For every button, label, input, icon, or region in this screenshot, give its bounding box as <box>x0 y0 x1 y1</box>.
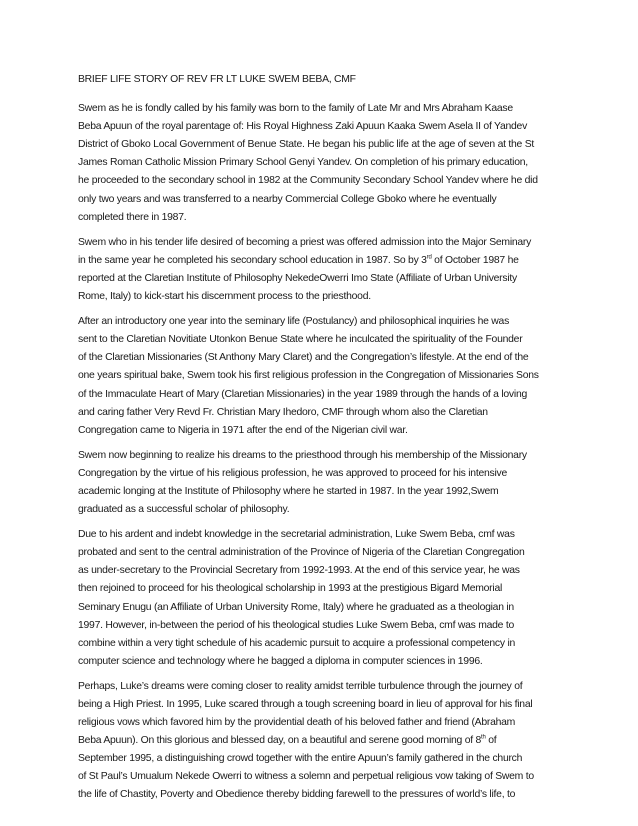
text-segment: of October 1987 he <box>431 254 519 266</box>
text-line-with-superscript <box>78 252 562 270</box>
text-line: reported at the Claretian Institute of Philosophy NekedeOwerri Imo State (Affiliate of Urban University <box>78 272 517 284</box>
text-line: then rejoined to proceed for his theological scholarship in 1993 at the prestigious Bigard Memorial <box>78 583 503 595</box>
text-segment: Beba Apuun). On this glorious and blessed day, on a beautiful and serene good morning of 8 <box>78 735 482 747</box>
text-line: Congregation came to Nigeria in 1971 after the end of the Nigerian civil war. <box>78 424 408 436</box>
text-line: of the Claretian Missionaries (St Anthony Mary Claret) and the Congregation’s lifestyle. At the end of the <box>78 352 529 364</box>
text-line: religious vows which favored him by the providential death of his beloved father and friend (Abraham <box>78 717 516 729</box>
text-line: After an introductory one year into the seminary life (Postulancy) and philosophical inquiries he was <box>78 316 510 328</box>
text-line: District of Gboko Local Government of Benue State. He began his public life at the age of seven at the St <box>78 139 535 151</box>
text-line: Swem as he is fondly called by his family was born to the family of Late Mr and Mrs Abraham Kaase <box>78 103 513 115</box>
text-line: academic longing at the Institute of Philosophy where he started in 1987. In the year 1992,Swem <box>78 485 499 497</box>
text-line: September 1995, a distinguishing crowd together with the entire Apuun’s family gathered in the church <box>78 753 523 765</box>
text-line: computer science and technology where he bagged a diploma in computer sciences in 1996. <box>78 655 483 667</box>
document-page <box>78 71 562 812</box>
text-line: as under-secretary to the Provincial Secretary from 1992-1993. At the end of this service year, he was <box>78 565 520 577</box>
text-line: Swem who in his tender life desired of becoming a priest was offered admission into the Major Seminary <box>78 236 532 248</box>
text-line: graduated as a successful scholar of philosophy. <box>78 504 290 516</box>
text-line: completed there in 1987. <box>78 211 187 223</box>
document-title: BRIEF LIFE STORY OF REV FR LT LUKE SWEM BEBA, CMF <box>78 74 356 85</box>
text-line: sent to the Claretian Novitiate Utonkon Benue State where he inculcated the spirituality of the Founder <box>78 334 523 346</box>
text-line-with-superscript <box>78 732 562 750</box>
ordinal-suffix: rd <box>426 254 432 261</box>
paragraph-4 <box>78 447 562 519</box>
paragraph-3 <box>78 313 562 440</box>
text-line: Swem now beginning to realize his dreams to the priesthood through his membership of the Missionary <box>78 449 527 461</box>
text-line: of St Paul’s Umualum Nekede Owerri to witness a solemn and perpetual religious vow taking of Swem to <box>78 771 534 783</box>
text-line: Perhaps, Luke’s dreams were coming closer to reality amidst terrible turbulence through the journey of <box>78 680 523 692</box>
text-line: of the Immaculate Heart of Mary (Claretian Missionaries) in the year 1989 through the hands of a loving <box>78 388 527 400</box>
text-line: Due to his ardent and indebt knowledge in the secretarial administration, Luke Swem Beba, cmf was <box>78 529 515 541</box>
text-line: James Roman Catholic Mission Primary School Genyi Yandev. On completion of his primary education, <box>78 157 528 169</box>
text-line: and caring father Very Revd Fr. Christian Mary Ihedoro, CMF through whom also the Claretian <box>78 406 488 418</box>
paragraph-1 <box>78 100 562 227</box>
text-line: the life of Chastity, Poverty and Obedience thereby bidding farewell to the pressures of world’s life, to <box>78 789 516 801</box>
text-line: 1997. However, in-between the period of his theological studies Luke Swem Beba, cmf was made to <box>78 619 515 631</box>
paragraph-5 <box>78 526 562 671</box>
text-line: being a High Priest. In 1995, Luke scared through a tough screening board in lieu of approval for his final <box>78 699 533 710</box>
text-line: combine within a very tight schedule of his academic pursuit to acquire a professional competency in <box>78 637 516 649</box>
text-line: he proceeded to the secondary school in 1982 at the Community Secondary School Yandev where he did <box>78 175 538 187</box>
text-line: only two years and was transferred to a nearby Commercial College Gboko where he eventually <box>78 193 497 205</box>
text-line: Congregation by the virtue of his religious profession, he was approved to proceed for his intensive <box>78 467 507 479</box>
text-segment: in the same year he completed his secondary school education in 1987. So by 3 <box>78 254 427 266</box>
paragraph-2 <box>78 234 562 306</box>
text-line: Beba Apuun of the royal parentage of: His Royal Highness Zaki Apuun Kaaka Swem Asela II of Yandev <box>78 121 528 133</box>
text-line: Seminary Enugu (an Affiliate of Urban University Rome, Italy) where he graduated as a theologian in <box>78 601 514 613</box>
ordinal-suffix: th <box>481 734 486 741</box>
text-line: Rome, Italy) to kick-start his discernment process to the priesthood. <box>78 291 371 303</box>
text-line: probated and sent to the central administration of the Province of Nigeria of the Claretian Congregation <box>78 547 525 559</box>
text-line: one years spiritual bake, Swem took his first religious profession in the Congregation of Missionaries Sons <box>78 370 539 382</box>
paragraph-6 <box>78 678 562 805</box>
text-segment: of <box>485 735 497 747</box>
